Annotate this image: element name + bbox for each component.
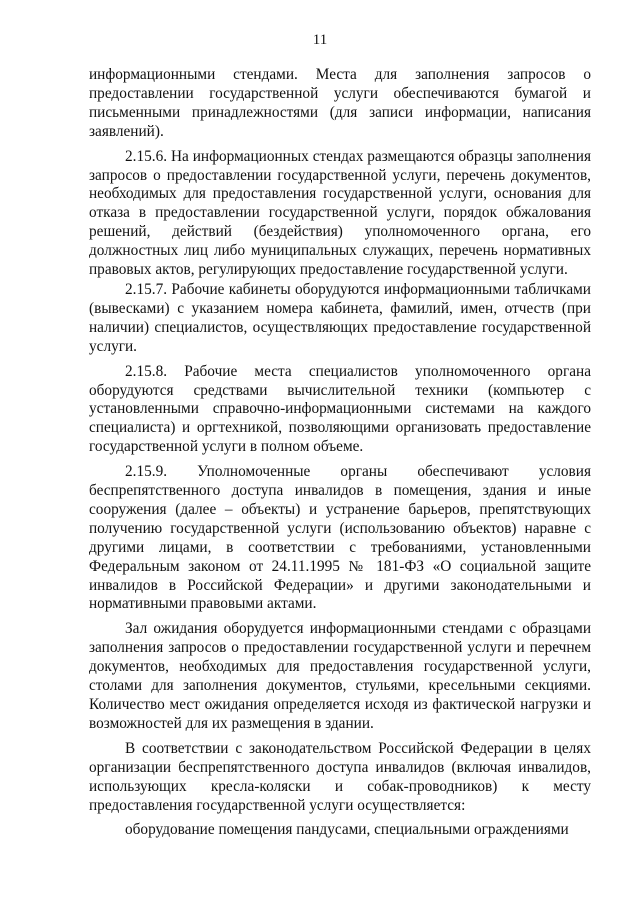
paragraph-2-15-7: 2.15.7. Рабочие кабинеты оборудуются информационными табличками (вывесками) с указанием номера кабинета, фамилий, имен, отчеств (при наличии) специалистов, осуществляющих предоставление государственной услуги.	[89, 280, 591, 355]
paragraph-continuation: информационными стендами. Места для заполнения запросов о предоставлении государственной услуги обеспечиваются бумагой и письменными принадлежностями (для записи информации, написания заявлений).	[89, 66, 591, 140]
document-body	[89, 66, 591, 841]
paragraph-2-15-9: 2.15.9. Уполномоченные органы обеспечивают условия беспрепятственного доступа инвалидов в помещения, здания и иные сооружения (далее – объекты) и устранение барьеров, препятствующих получению государственной услуги (использованию объектов) наравне с другими лицами, в соответствии с требованиями, установленными Федеральным законом от 24.11.1995 № 181-ФЗ «О социальной защите инвалидов в Российской Федерации» и другими законодательными и нормативными правовыми актами.	[89, 463, 591, 613]
page-number: 11	[312, 32, 328, 48]
paragraph-equipment: оборудование помещения пандусами, специальными ограждениями	[125, 821, 569, 839]
paragraph-waiting-hall: Зал ожидания оборудуется информационными стендами с образцами заполнения запросов о предоставлении государственной услуги и перечнем документов, необходимых для предоставления государственной услуги, столами для заполнения документов, стульями, кресельными секциями. Количество мест ожидания определяется исходя из фактической нагрузки и возможностей для их размещения в здании.	[89, 620, 591, 732]
paragraph-accessibility: В соответствии с законодательством Российской Федерации в целях организации беспрепятственного доступа инвалидов (включая инвалидов, использующих кресла-коляски и собак-проводников) к месту предоставления государственной услуги осуществляется:	[89, 739, 591, 814]
paragraph-2-15-6: 2.15.6. На информационных стендах размещаются образцы заполнения запросов о предоставлении государственной услуги, перечень документов, необходимых для предоставления государственной услуги, основания для отказа в предоставлении государственной услуги, порядок обжалования решений, действий (бездействия) уполномоченного органа, его должностных лиц либо муниципальных служащих, перечень нормативных правовых актов, регулирующих предоставление государственной услуги.	[89, 147, 591, 279]
paragraph-2-15-8: 2.15.8. Рабочие места специалистов уполномоченного органа оборудуются средствами вычислительной техники (компьютер с установленными справочно-информационными системами на каждого специалиста) и оргтехникой, позволяющими организовать предоставление государственной услуги в полном объеме.	[89, 362, 591, 456]
